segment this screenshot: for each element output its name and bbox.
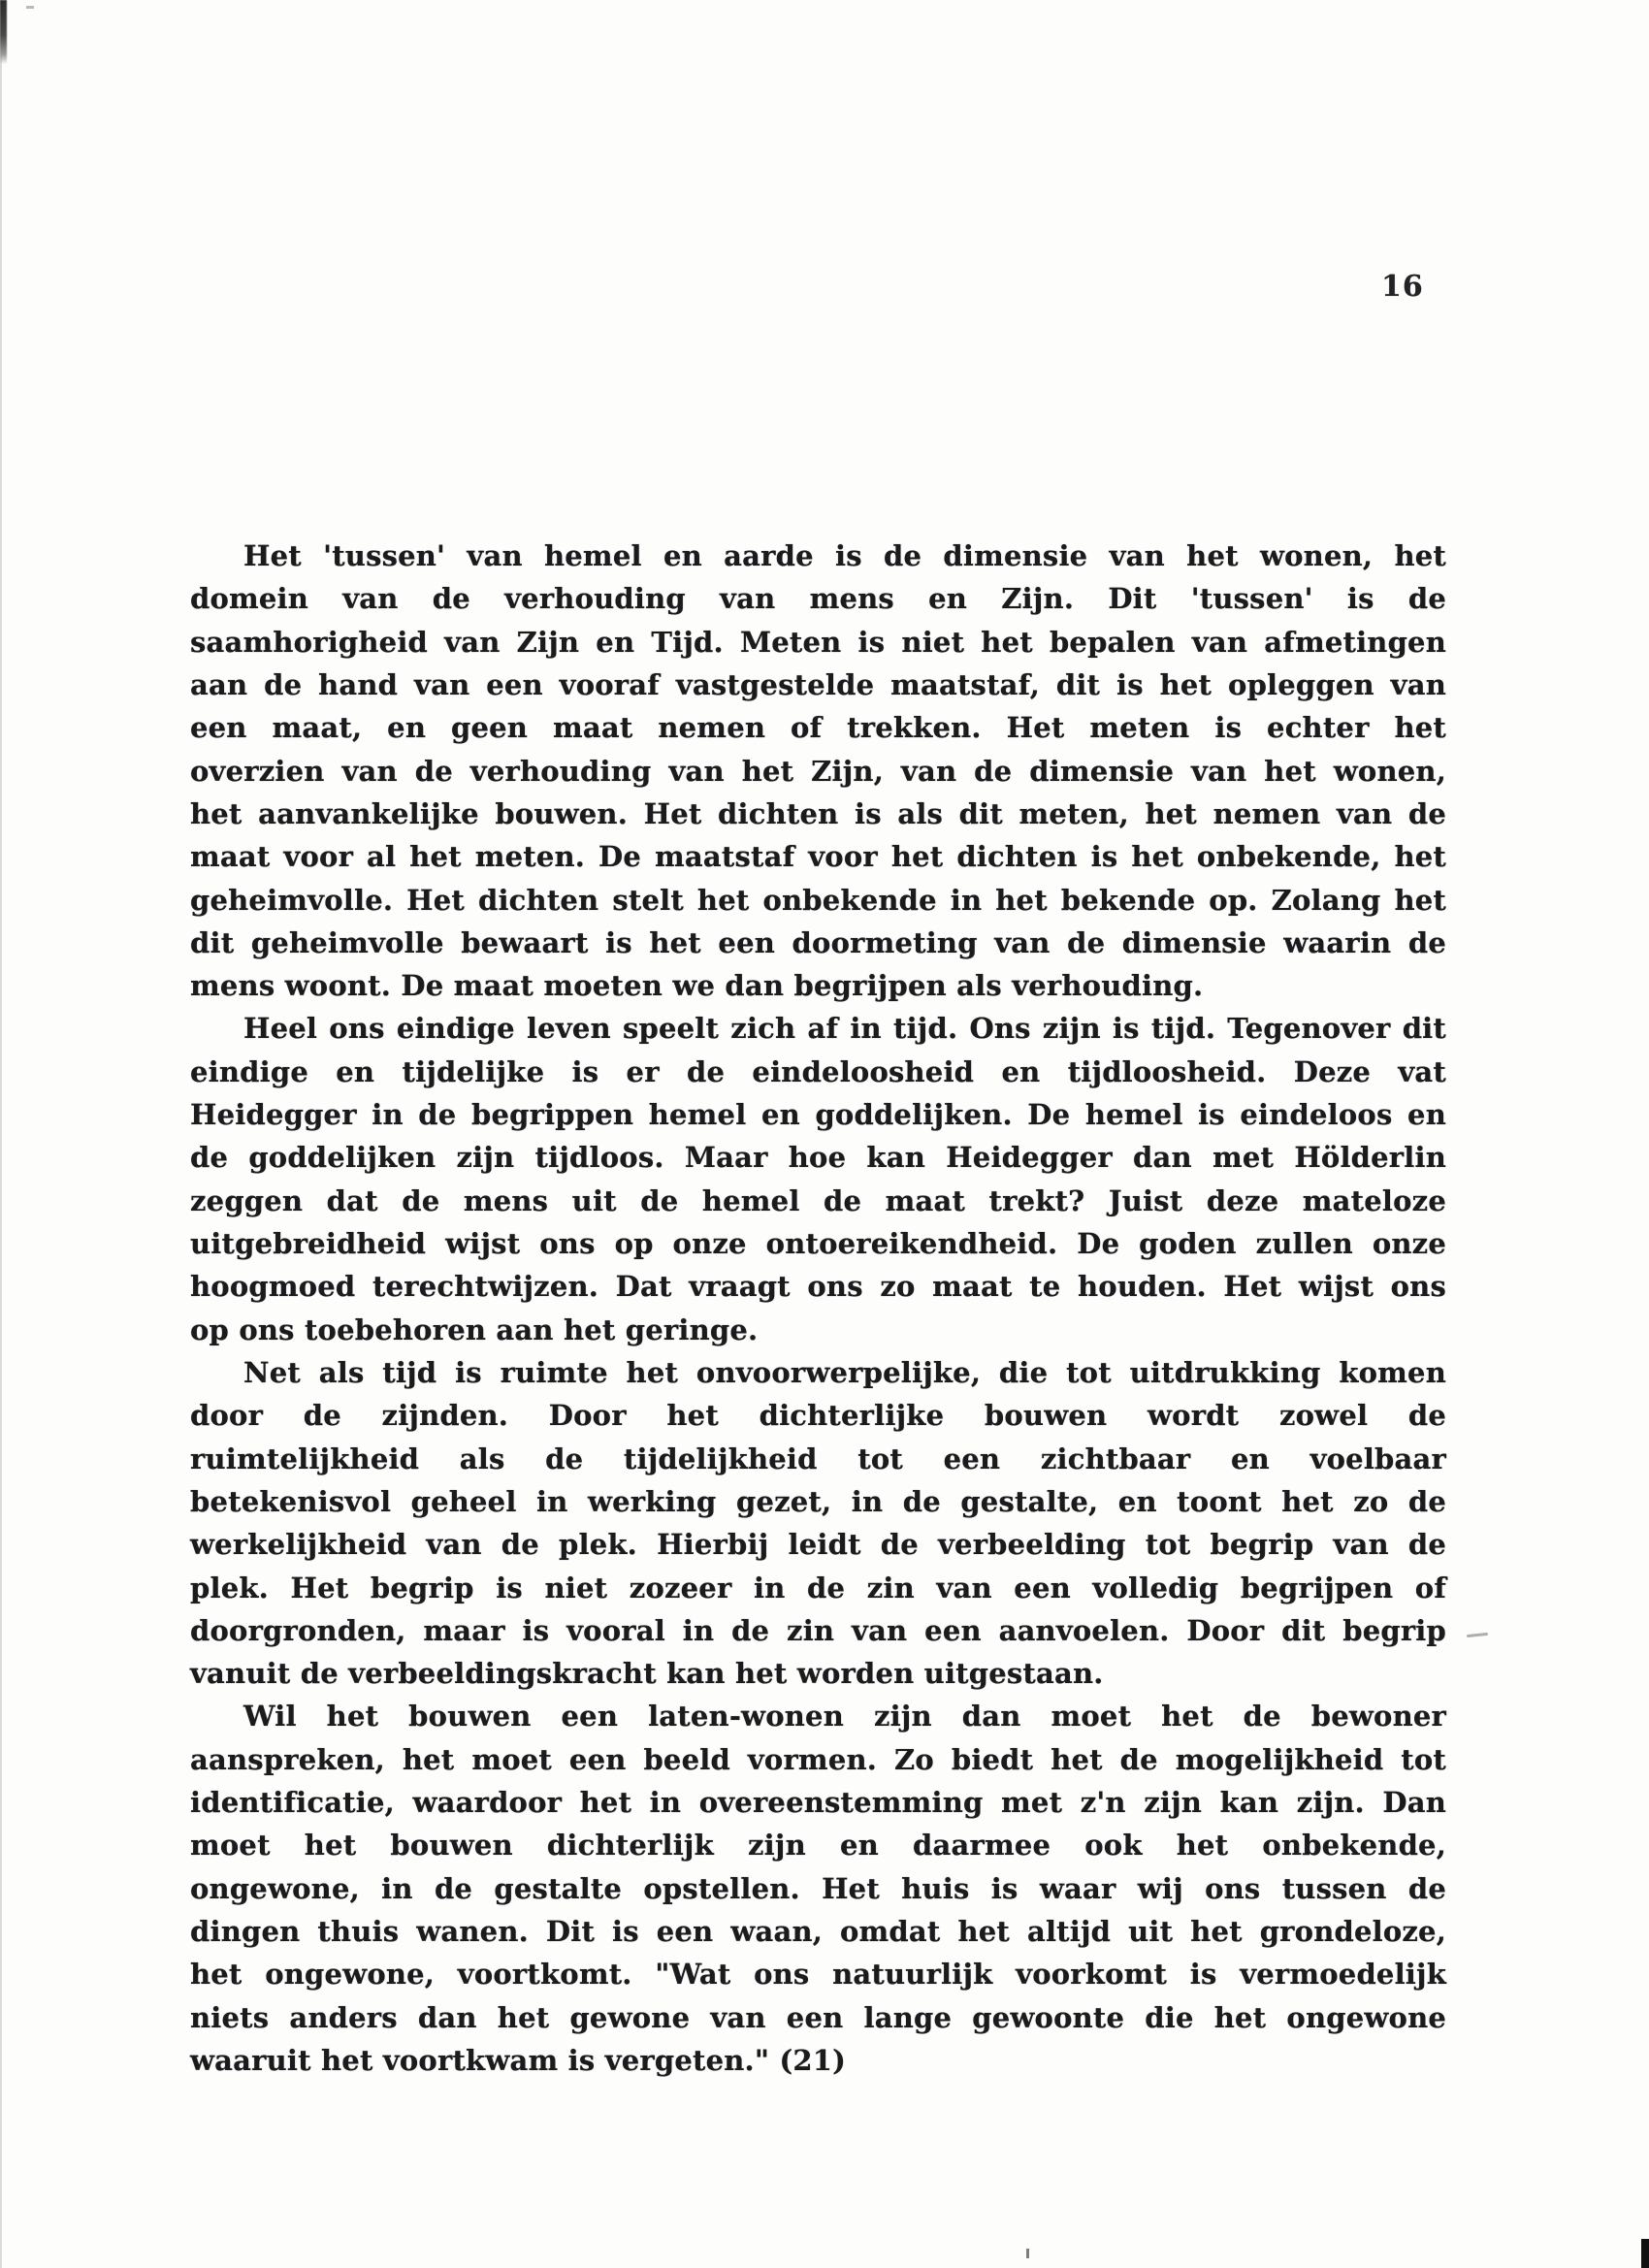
text-line: dit geheimvolle bewaart is het een doormeting van de dimensie waarin de xyxy=(190,925,1446,959)
text-line: Het 'tussen' van hemel en aarde is de dimensie van het wonen, het xyxy=(243,539,1446,572)
text-line: overzien van de verhouding van het Zijn, van de dimensie van het wonen, xyxy=(190,754,1446,788)
text-line: domein van de verhouding van mens en Zijn. Dit 'tussen' is de xyxy=(190,582,1446,616)
text-line: plek. Het begrip is niet zozeer in de zin van een volledig begrijpen of xyxy=(190,1571,1446,1604)
text-line: werkelijkheid van de plek. Hierbij leidt de verbeelding tot begrip van de xyxy=(190,1528,1446,1562)
scan-corner-artifact xyxy=(1641,2239,1649,2268)
text-line: door de zijnden. Door het dichterlijke bouwen wordt zowel de xyxy=(190,1399,1446,1433)
text-line: de goddelijken zijn tijdloos. Maar hoe kan Heidegger dan met Hölderlin xyxy=(190,1141,1446,1175)
body-text xyxy=(190,535,1446,2082)
text-line: ongewone, in de gestalte opstellen. Het huis is waar wij ons tussen de xyxy=(190,1871,1446,1905)
margin-dash-artifact xyxy=(1467,1633,1488,1637)
text-line: niets anders dan het gewone van een lange gewoonte die het ongewone xyxy=(190,2000,1446,2034)
text-line: eindige en tijdelijke is er de eindeloosheid en tijdloosheid. Deze vat xyxy=(190,1054,1446,1088)
text-line: Heidegger in de begrippen hemel en goddelijken. De hemel is eindeloos en xyxy=(190,1098,1446,1132)
scan-edge-artifact xyxy=(0,0,2,2268)
text-line: vanuit de verbeeldingskracht kan het worden uitgestaan. xyxy=(190,1657,1104,1691)
text-line: dingen thuis wanen. Dit is een waan, omdat het altijd uit het grondeloze, xyxy=(190,1915,1446,1948)
text-line: het aanvankelijke bouwen. Het dichten is als dit meten, het nemen van de xyxy=(190,796,1446,830)
text-line: moet het bouwen dichterlijk zijn en daarmee ook het onbekende, xyxy=(190,1829,1446,1863)
text-line: het ongewone, voortkomt. "Wat ons natuurlijk voorkomt is vermoedelijk xyxy=(190,1958,1446,1992)
text-line: aanspreken, het moet een beeld vormen. Zo biedt het de mogelijkheid tot xyxy=(190,1742,1446,1776)
text-line: aan de hand van een vooraf vastgestelde maatstaf, dit is het opleggen van xyxy=(190,667,1446,701)
text-line: een maat, en geen maat nemen of trekken. Het meten is echter het xyxy=(190,711,1446,745)
scan-smudge-artifact xyxy=(0,0,7,64)
text-line: Heel ons eindige leven speelt zich af in tijd. Ons zijn is tijd. Tegenover dit xyxy=(243,1012,1446,1046)
scan-speck-artifact xyxy=(26,6,34,9)
text-line: maat voor al het meten. De maatstaf voor het dichten is het onbekende, het xyxy=(190,840,1446,874)
text-line: Net als tijd is ruimte het onvoorwerpelijke, die tot uitdrukking komen xyxy=(243,1355,1446,1389)
text-line: mens woont. De maat moeten we dan begrijpen als verhouding. xyxy=(190,969,1204,1003)
text-line: ruimtelijkheid als de tijdelijkheid tot een zichtbaar en voelbaar xyxy=(190,1442,1446,1475)
text-line: hoogmoed terechtwijzen. Dat vraagt ons zo maat te houden. Het wijst ons xyxy=(190,1270,1446,1304)
text-line: geheimvolle. Het dichten stelt het onbekende in het bekende op. Zolang het xyxy=(190,883,1446,917)
text-line: zeggen dat de mens uit de hemel de maat trekt? Juist deze mateloze xyxy=(190,1183,1446,1217)
text-line: betekenisvol geheel in werking gezet, in de gestalte, en toont het zo de xyxy=(190,1484,1446,1518)
page-number: 16 xyxy=(1381,270,1424,304)
scan-speck-artifact xyxy=(1026,2249,1029,2258)
text-line: identificatie, waardoor het in overeenstemming met z'n zijn kan zijn. Dan xyxy=(190,1786,1446,1820)
text-line: op ons toebehoren aan het geringe. xyxy=(190,1312,759,1346)
text-line: Wil het bouwen een laten-wonen zijn dan moet het de bewoner xyxy=(243,1700,1446,1733)
text-line: uitgebreidheid wijst ons op onze ontoereikendheid. De goden zullen onze xyxy=(190,1227,1446,1260)
text-line: doorgronden, maar is vooral in de zin van een aanvoelen. Door dit begrip xyxy=(190,1613,1446,1647)
text-line: waaruit het voortkwam is vergeten." (21) xyxy=(190,2043,847,2077)
text-line: saamhorigheid van Zijn en Tijd. Meten is niet het bepalen van afmetingen xyxy=(190,625,1446,659)
